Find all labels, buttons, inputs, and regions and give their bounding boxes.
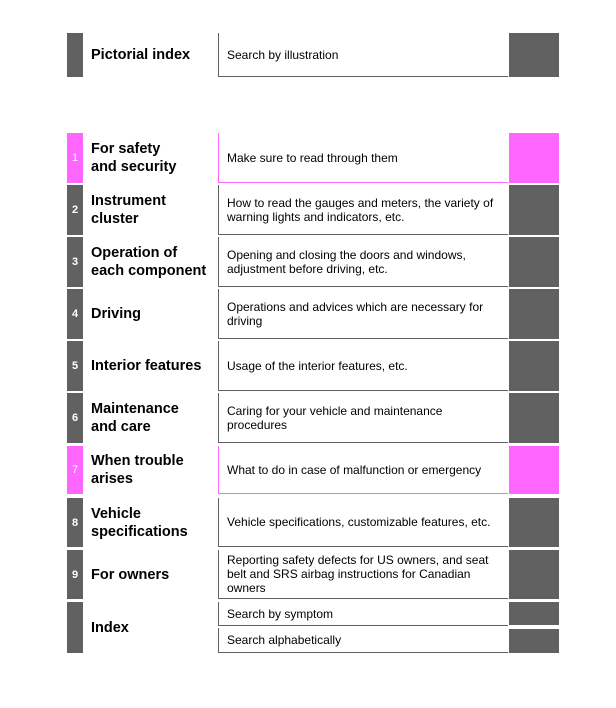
section-number-tab: 8 <box>67 498 83 547</box>
section-number-tab: 7 <box>67 446 83 494</box>
pictorial-index-desc: Search by illustration <box>227 47 339 62</box>
index-sub-label: Search alphabetically <box>227 633 342 647</box>
section-desc-box <box>218 185 508 235</box>
section-desc-box <box>218 133 508 183</box>
section-title: Instrument cluster <box>91 193 166 227</box>
section-row-4[interactable] <box>67 289 559 339</box>
section-desc-box <box>218 237 508 287</box>
section-title: When trouble arises <box>91 453 184 487</box>
section-row-3[interactable] <box>67 237 559 287</box>
section-desc: Reporting safety defects for US owners, and seat belt and SRS airbag instructions for Canadian owners <box>227 553 489 595</box>
section-row-5[interactable] <box>67 341 559 391</box>
section-desc: Make sure to read through them <box>227 150 398 165</box>
section-desc: Caring for your vehicle and maintenance procedures <box>227 403 443 432</box>
index-sub-item-symptom[interactable] <box>218 602 508 626</box>
section-side-tab[interactable] <box>509 237 559 287</box>
pictorial-index-tab <box>67 33 83 77</box>
index-row[interactable] <box>67 602 559 653</box>
section-row-6[interactable] <box>67 393 559 443</box>
section-desc: Operations and advices which are necessary for driving <box>227 299 484 328</box>
section-side-tab[interactable] <box>509 550 559 599</box>
index-tab <box>67 602 83 653</box>
section-row-8[interactable] <box>67 498 559 547</box>
section-number-tab: 2 <box>67 185 83 235</box>
section-desc-box <box>218 341 508 391</box>
section-number-tab: 9 <box>67 550 83 599</box>
section-desc-box <box>218 289 508 339</box>
section-desc-box <box>218 393 508 443</box>
section-desc-box <box>218 550 508 599</box>
section-title: For safety and security <box>91 141 177 175</box>
section-side-tab[interactable] <box>509 446 559 494</box>
section-desc-box <box>218 446 508 494</box>
section-desc: Usage of the interior features, etc. <box>227 358 408 373</box>
section-number-tab: 5 <box>67 341 83 391</box>
section-desc: What to do in case of malfunction or emergency <box>227 462 482 477</box>
section-desc: Opening and closing the doors and windows, adjustment before driving, etc. <box>227 247 466 276</box>
section-side-tab[interactable] <box>509 133 559 183</box>
section-number-tab: 4 <box>67 289 83 339</box>
section-row-1[interactable] <box>67 133 559 183</box>
section-side-tab[interactable] <box>509 341 559 391</box>
section-side-tab[interactable] <box>509 393 559 443</box>
section-title: Vehicle specifications <box>91 505 188 540</box>
index-side-tab-alphabetical[interactable] <box>509 629 559 653</box>
section-desc: Vehicle specifications, customizable features, etc. <box>227 515 491 529</box>
section-side-tab[interactable] <box>509 289 559 339</box>
section-title: For owners <box>91 566 170 583</box>
pictorial-index-row[interactable] <box>67 33 559 77</box>
pictorial-index-desc-box <box>218 33 508 77</box>
section-side-tab[interactable] <box>509 498 559 547</box>
section-side-tab[interactable] <box>509 185 559 235</box>
pictorial-index-side-tab[interactable] <box>509 33 559 77</box>
section-title: Maintenance and care <box>91 401 179 435</box>
pictorial-index-title: Pictorial index <box>91 47 191 63</box>
section-title: Driving <box>91 306 141 322</box>
section-row-7[interactable] <box>67 446 559 494</box>
index-sub-label: Search by symptom <box>227 606 334 621</box>
section-number-tab: 6 <box>67 393 83 443</box>
section-title: Interior features <box>91 358 202 374</box>
section-row-9[interactable] <box>67 550 559 599</box>
section-number-tab: 1 <box>67 133 83 183</box>
section-desc-box <box>218 498 508 547</box>
index-title: Index <box>91 619 129 636</box>
index-sub-item-alphabetical[interactable] <box>218 628 508 653</box>
index-side-tab-symptom[interactable] <box>509 602 559 625</box>
section-number-tab: 3 <box>67 237 83 287</box>
section-title: Operation of each component <box>91 245 207 279</box>
section-row-2[interactable] <box>67 185 559 235</box>
section-desc: How to read the gauges and meters, the variety of warning lights and indicators, etc. <box>227 195 494 224</box>
